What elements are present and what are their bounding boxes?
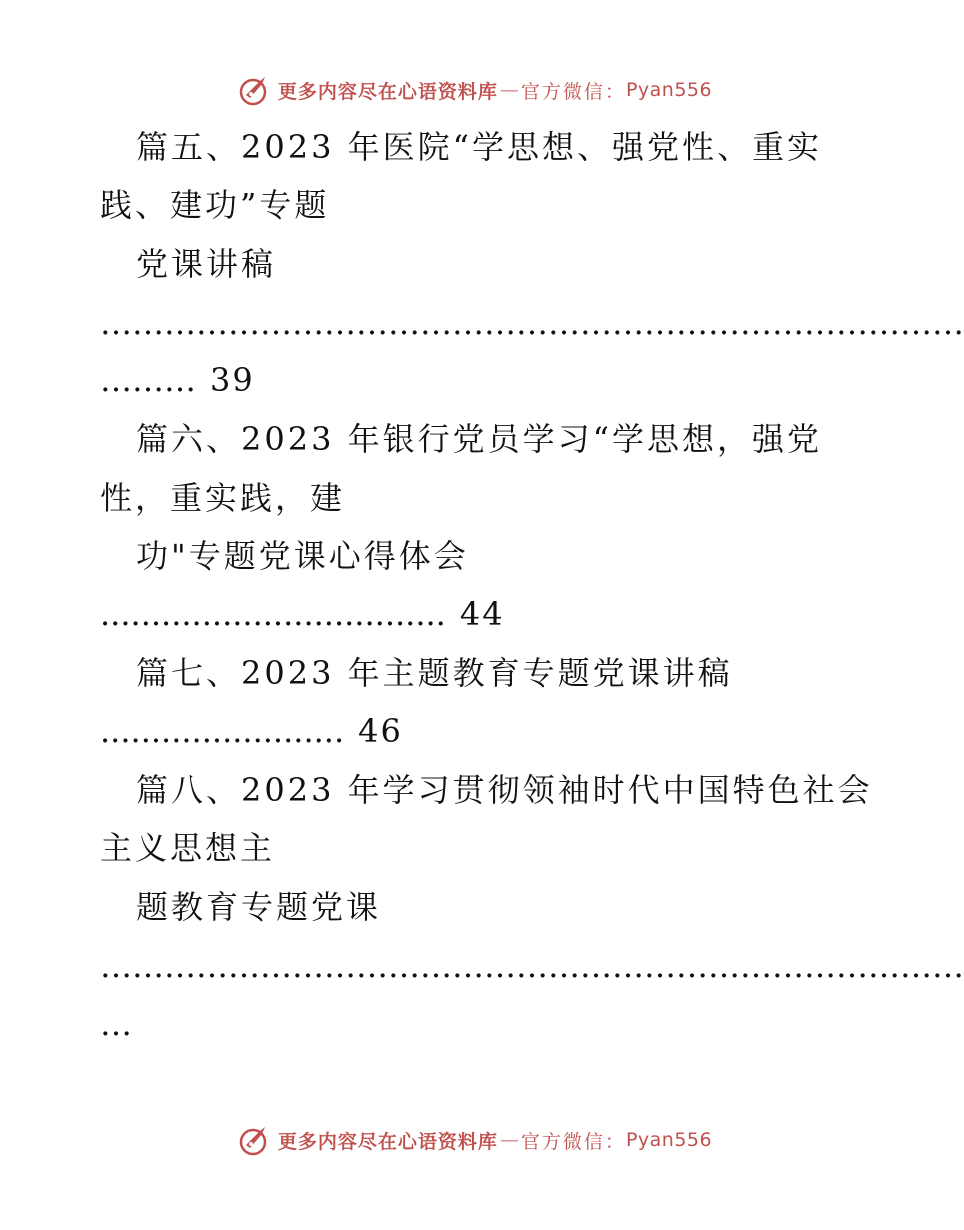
watermark-wechat-label: 官方微信： [520, 1130, 626, 1153]
toc-entry-5-line-2: 践、建功”专题 [100, 186, 330, 224]
toc-entry-5-leader-2 [100, 351, 845, 409]
toc-entry-8-leader-1: ……………………………………………………………………… [100, 947, 964, 985]
toc-entry-8-line-3: 题教育专题党课 [136, 888, 382, 926]
toc-entry-8-leader-2: … [100, 1005, 132, 1043]
watermark-wechat-label: 官方微信： [520, 80, 626, 103]
watermark-brand: 更多内容尽在心语资料库 [277, 1130, 498, 1153]
toc-entry-6-leader-1 [100, 585, 845, 643]
toc-entry-6-page: 44 [459, 595, 505, 633]
pen-nib-logo-icon [238, 1123, 272, 1157]
toc-entry-6-line-1: 篇六、2023 年银行党员学习“学思想，强党 [136, 420, 822, 458]
toc-entry-5-line-1: 篇五、2023 年医院“学思想、强党性、重实 [136, 128, 822, 166]
pen-nib-logo-icon [238, 73, 272, 107]
toc-entry-5-line-3: 党课讲稿 [136, 245, 277, 283]
toc-entry-7-leader-dots: ........................ [100, 712, 345, 750]
watermark-brand: 更多内容尽在心语资料库 [277, 80, 498, 103]
toc-entry-7-line-1: 篇七、2023 年主题教育专题党课讲稿 [136, 654, 733, 692]
toc-entry-6-line-3: 功"专题党课心得体会 [136, 537, 469, 575]
toc-entry-6-leader-dots: .................................. [100, 595, 446, 633]
toc-entry-5-page: 39 [210, 361, 255, 399]
watermark-wechat-id: Pyan556 [625, 79, 713, 101]
toc-entry-5-leader-1: ……………………………………………………………………… [100, 304, 964, 342]
watermark-wechat-id: Pyan556 [625, 1129, 713, 1151]
watermark-separator: — [499, 1129, 519, 1151]
toc-entry-5-leader-2-dots: ……… [100, 361, 196, 399]
toc-entry-7-page: 46 [358, 712, 403, 750]
toc-entry-8-line-1: 篇八、2023 年学习贯彻领袖时代中国特色社会 [136, 771, 873, 809]
footer-watermark [0, 1120, 950, 1160]
toc-entry-6-line-2: 性，重实践，建 [100, 479, 346, 517]
header-watermark [0, 70, 950, 110]
watermark-separator: — [499, 79, 519, 101]
toc-entry-7-leader-1 [100, 702, 845, 760]
toc-entry-8-line-2: 主义思想主 [100, 829, 276, 867]
